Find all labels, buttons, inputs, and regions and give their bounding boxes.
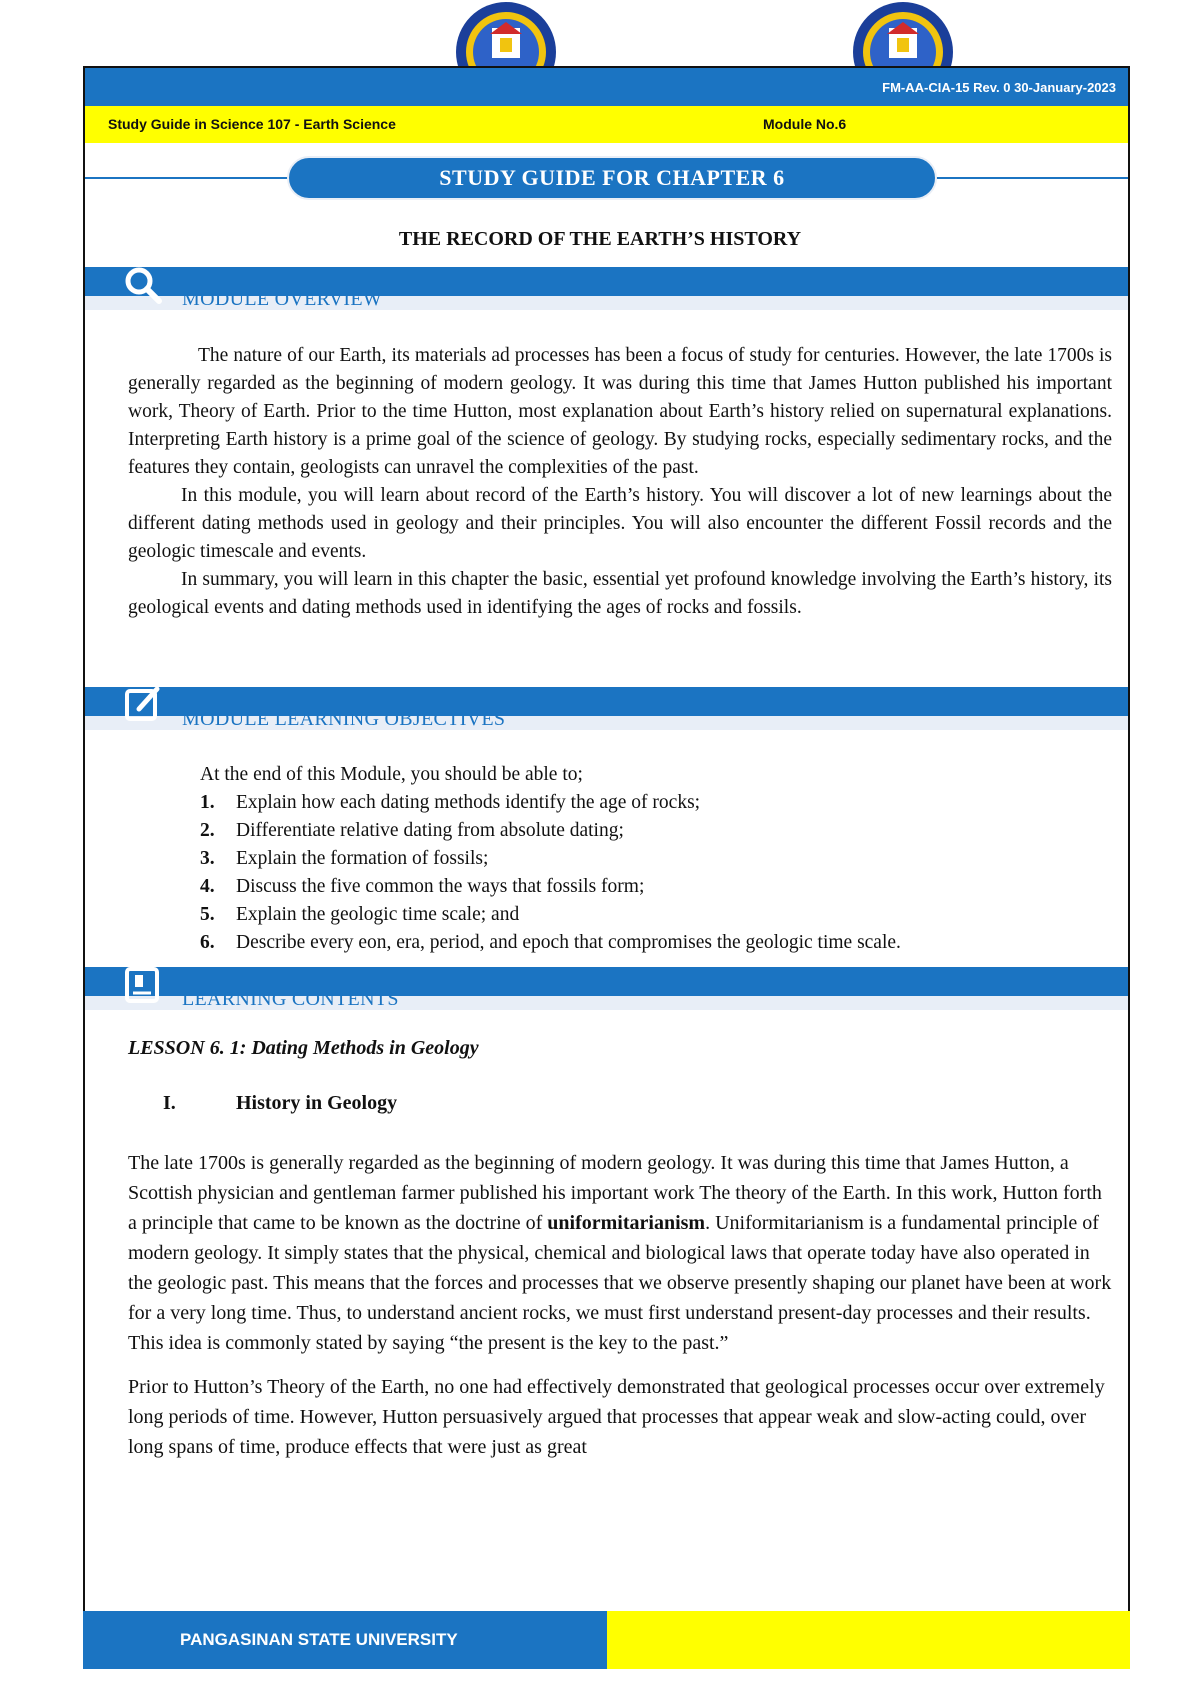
list-item: 3. Explain the formation of fossils;: [200, 848, 489, 869]
section-title-overview: MODULE OVERVIEW: [182, 288, 383, 310]
subsection-title: History in Geology: [236, 1092, 398, 1114]
list-item: 5. Explain the geologic time scale; and: [200, 904, 520, 925]
section-title-objectives: MODULE LEARNING OBJECTIVES: [182, 708, 506, 730]
objectives-list: [128, 761, 1112, 957]
list-item: 1. Explain how each dating methods identify the age of rocks;: [200, 792, 701, 813]
overview-paragraph: In this module, you will learn about record of the Earth’s history. You will discover a lot of new learnings about the different dating methods used in geology and their principles. You will also encounter the different Fossil records and the geologic timescale and events.: [128, 485, 1112, 562]
page-title: THE RECORD OF THE EARTH’S HISTORY: [398, 228, 802, 250]
overview-paragraph: In summary, you will learn in this chapter the basic, essential yet profound knowledge involving the Earth’s history, its geological events and dating methods used in identifying the ages of rocks and fossils.: [128, 569, 1112, 618]
module-number: Module No.6: [763, 116, 847, 132]
lesson-title: LESSON 6. 1: Dating Methods in Geology: [128, 1037, 479, 1059]
chapter-banner: STUDY GUIDE FOR CHAPTER 6: [287, 156, 937, 200]
book-icon: [123, 965, 163, 1005]
section-title-contents: LEARNING CONTENTS: [182, 988, 399, 1010]
university-seal-left: [454, 0, 558, 68]
study-guide-label: Study Guide in Science 107 - Earth Science: [108, 116, 396, 132]
overview-text: [128, 342, 1112, 622]
list-item: 2. Differentiate relative dating from absolute dating;: [200, 820, 624, 841]
content-paragraph: Prior to Hutton’s Theory of the Earth, no one had effectively demonstrated that geological processes occur over extremely long periods of time. However, Hutton persuasively argued that processes that appear weak and slow-acting could, over long spans of time, produce effects that were just as great: [128, 1376, 1105, 1458]
university-name: PANGASINAN STATE UNIVERSITY: [180, 1630, 458, 1649]
magnifier-icon: [123, 265, 163, 305]
section-header-objectives: [85, 687, 1128, 730]
edit-icon: [123, 685, 163, 725]
key-term: uniformitarianism: [547, 1212, 706, 1234]
list-item: 6. Describe every eon, era, period, and epoch that compromises the geologic time scale.: [200, 932, 901, 953]
footer-university: [83, 1611, 607, 1669]
objectives-intro: At the end of this Module, you should be able to;: [200, 764, 583, 785]
form-code: FM-AA-CIA-15 Rev. 0 30-January-2023: [882, 80, 1116, 95]
section-header-overview: [85, 267, 1128, 310]
section-header-contents: [85, 967, 1128, 1010]
footer-yellow-block: [607, 1611, 1130, 1669]
list-item: 4. Discuss the five common the ways that fossils form;: [200, 876, 645, 897]
lesson-content: [128, 1148, 1112, 1476]
content-paragraph: The late 1700s is generally regarded as the beginning of modern geology. It was during this time that James Hutton, a Scottish physician and gentleman farmer published his important work The theory of the Earth. In this work, Hutton forth a principle that came to be known as the doctrine of uniformitarianism. Uniformitarianism is a fundamental principle of modern geology. It simply states that the physical, chemical and biological laws that operate today have also operated in the geologic past. This means that the forces and processes that we observe presently shaping our planet have been at work for a very long time. Thus, to understand ancient rocks, we must first understand present-day processes and their results. This idea is commonly stated by saying “the present is the key to the past.”: [128, 1152, 1112, 1354]
course-bar: [85, 106, 1128, 143]
overview-paragraph: The nature of our Earth, its materials ad processes has been a focus of study for centuries. However, the late 1700s is generally regarded as the beginning of modern geology. It was during this time that James Hutton published his important work, Theory of Earth. Prior to the time Hutton, most explanation about Earth’s history relied on supernatural explanations. Interpreting Earth history is a prime goal of the science of geology. By studying rocks, especially sedimentary rocks, and the features they contain, geologists can unravel the complexities of the past.: [128, 345, 1112, 478]
university-seal-right: [851, 0, 955, 68]
subsection-number: I.: [163, 1092, 176, 1114]
